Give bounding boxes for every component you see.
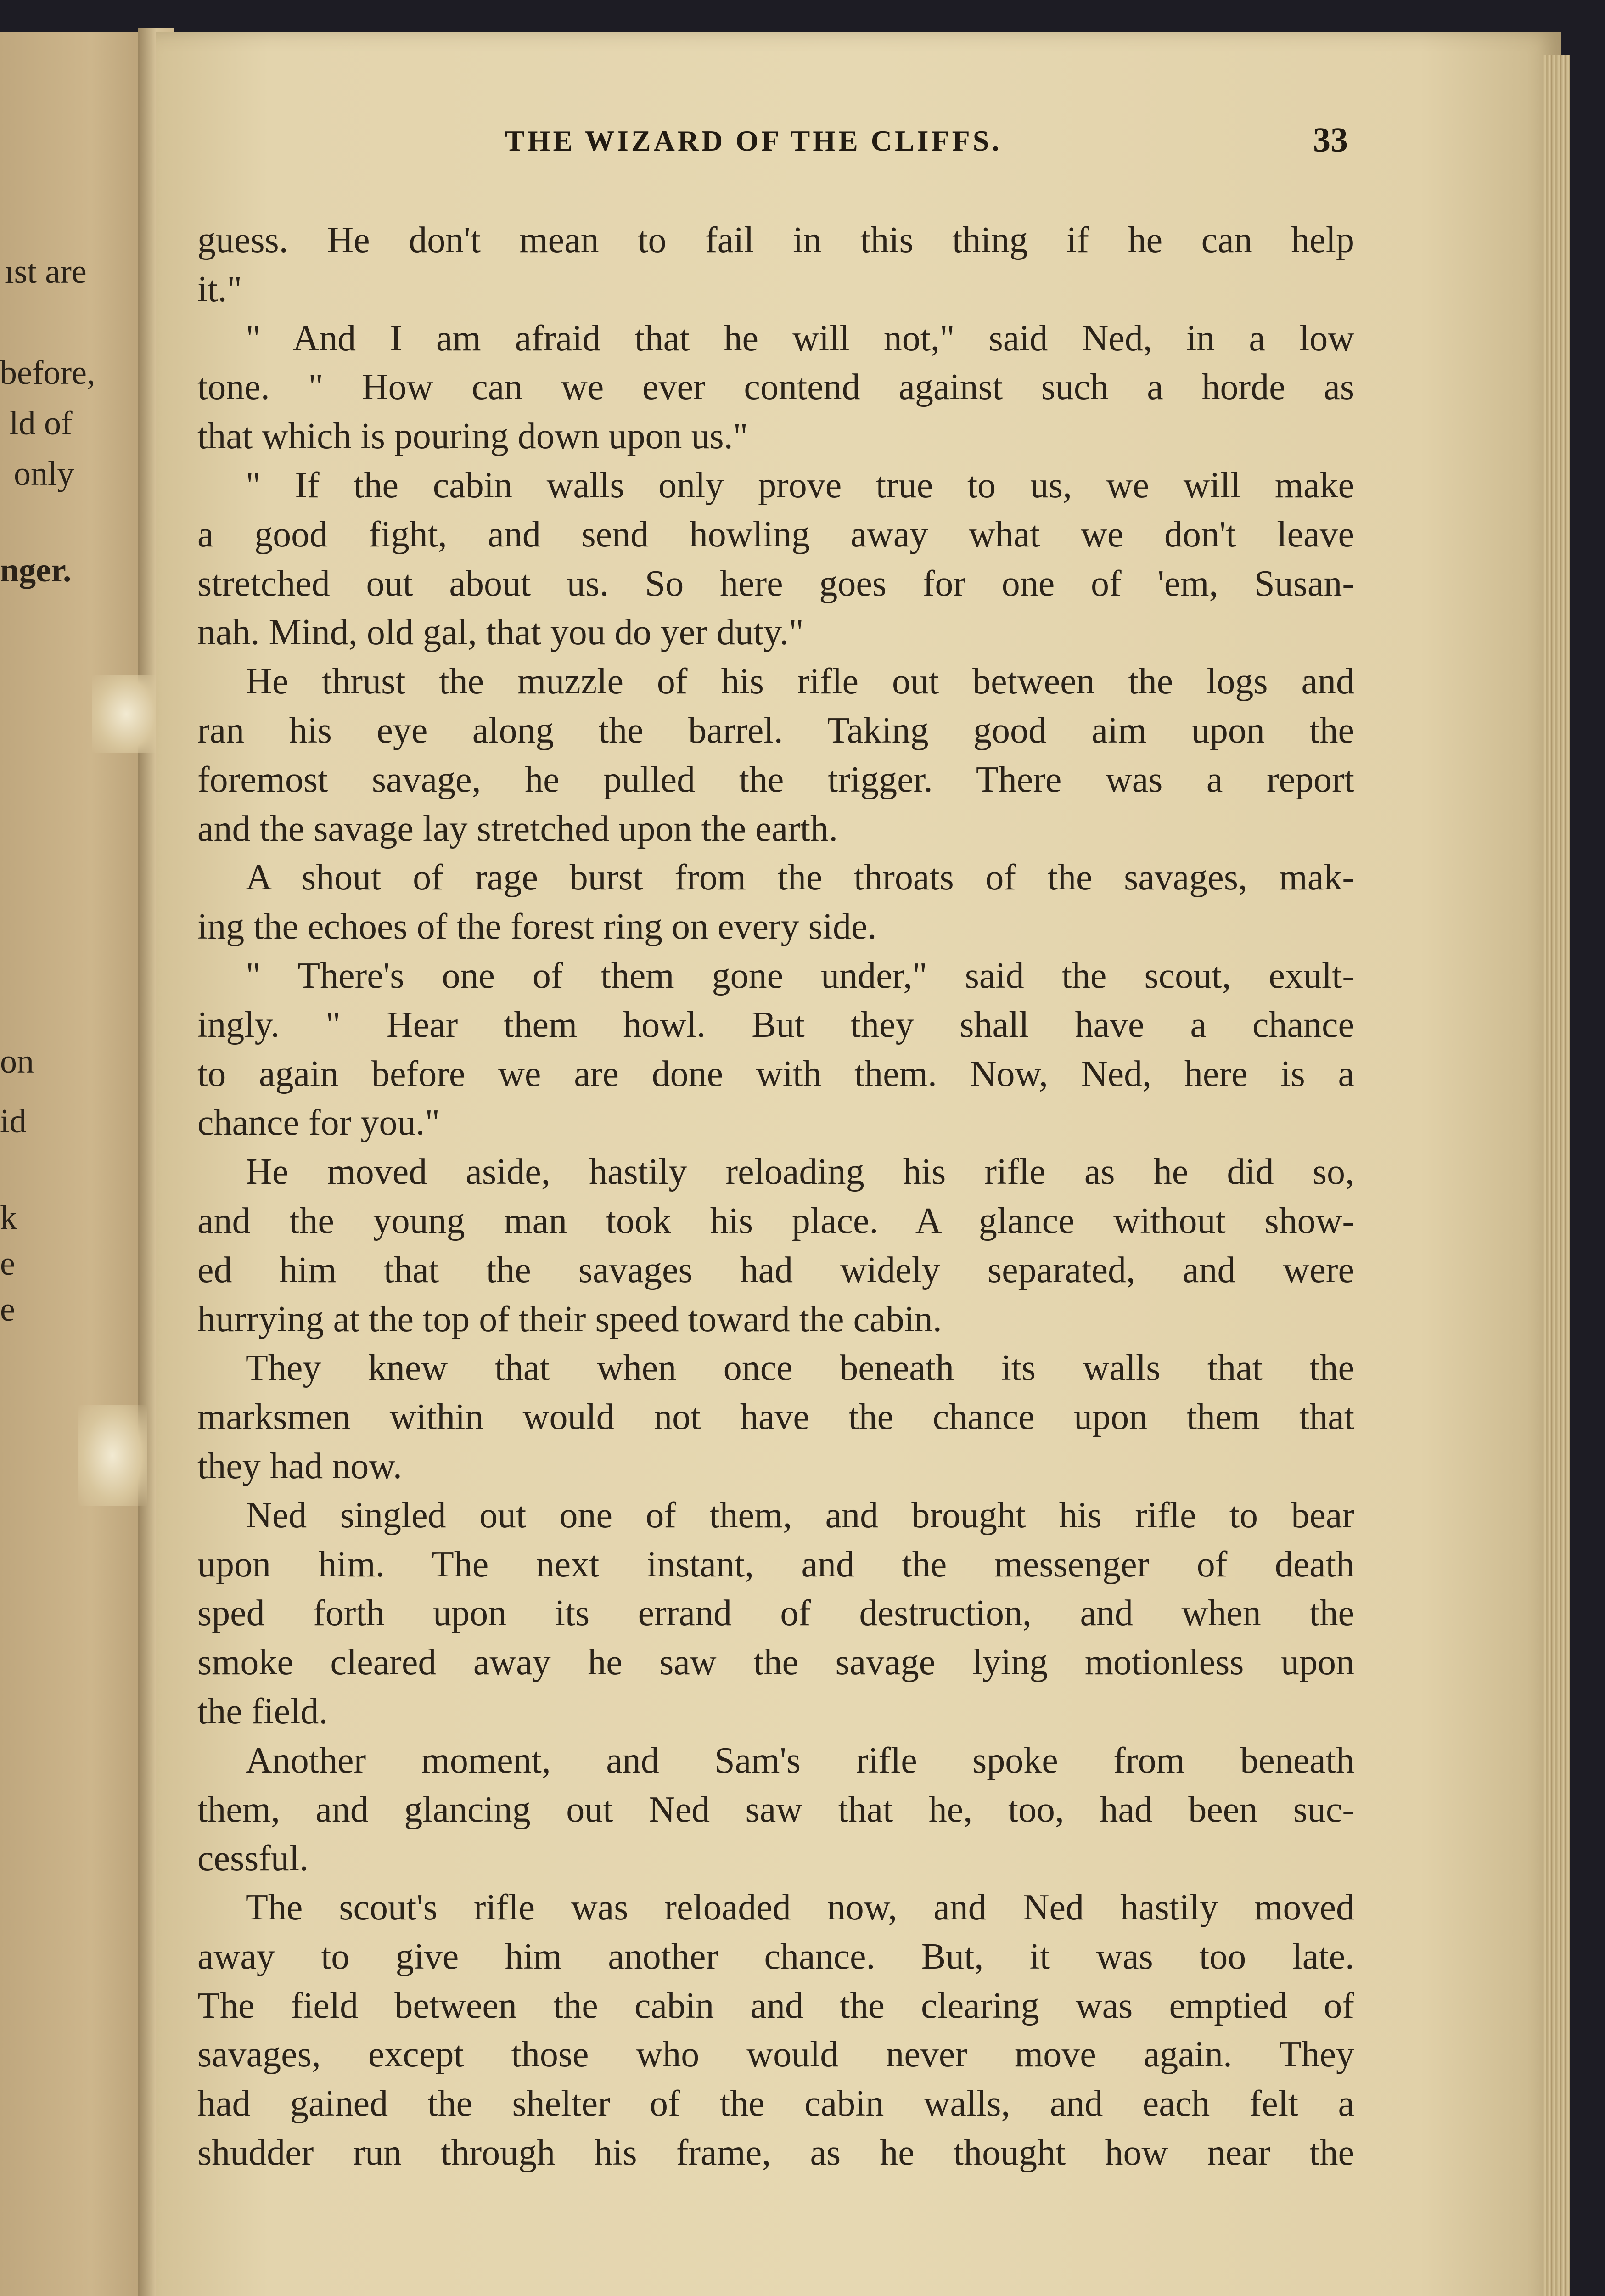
- left-page-fragment: ıst are: [5, 253, 87, 291]
- text-line: foremost savage, he pulled the trigger. There was a report: [197, 759, 1354, 800]
- left-page-fragment: only: [14, 455, 74, 493]
- paper-tear: [78, 1405, 147, 1506]
- text-line: shudder run through his frame, as he thought how near the: [197, 2133, 1354, 2173]
- paper-tear: [92, 675, 161, 753]
- text-line: ingly. " Hear them howl. But they shall have a chance: [197, 1004, 1354, 1045]
- text-line: had gained the shelter of the cabin walls, and each felt a: [197, 2083, 1354, 2124]
- text-line: it.": [197, 269, 242, 310]
- text-line: Ned singled out one of them, and brought his rifle to bear: [246, 1495, 1354, 1536]
- text-line: He moved aside, hastily reloading his rifle as he did so,: [246, 1152, 1354, 1193]
- left-page-fragment: k: [0, 1199, 17, 1237]
- page-number: 33: [1313, 121, 1348, 159]
- text-line: The field between the cabin and the clearing was emptied of: [197, 1985, 1354, 2026]
- text-line: and the young man took his place. A glance without show-: [197, 1200, 1354, 1241]
- text-line: They knew that when once beneath its walls that the: [246, 1348, 1354, 1389]
- left-page-fragment: ld of: [9, 405, 73, 442]
- text-line: The scout's rifle was reloaded now, and Ned hastily moved: [246, 1887, 1354, 1928]
- text-line: they had now.: [197, 1446, 402, 1486]
- text-line: them, and glancing out Ned saw that he, too, had been suc-: [197, 1789, 1354, 1830]
- text-line: cessful.: [197, 1838, 309, 1879]
- left-page-fragment: nger.: [0, 551, 72, 589]
- text-line: the field.: [197, 1691, 328, 1732]
- text-line: tone. " How can we ever contend against such a horde as: [197, 367, 1354, 408]
- text-line: and the savage lay stretched upon the earth.: [197, 808, 838, 849]
- text-line: ing the echoes of the forest ring on every side.: [197, 906, 877, 947]
- text-line: that which is pouring down upon us.": [197, 416, 748, 457]
- text-line: " If the cabin walls only prove true to us, we will make: [246, 465, 1354, 506]
- left-page-fragment: e: [0, 1291, 15, 1328]
- text-line: to again before we are done with them. Now, Ned, here is a: [197, 1053, 1354, 1094]
- text-line: " And I am afraid that he will not," said Ned, in a low: [246, 318, 1354, 359]
- text-line: smoke cleared away he saw the savage lying motionless upon: [197, 1642, 1354, 1683]
- running-head: THE WIZARD OF THE CLIFFS.: [505, 124, 1002, 157]
- text-line: Another moment, and Sam's rifle spoke from beneath: [246, 1740, 1354, 1781]
- text-line: away to give him another chance. But, it was too late.: [197, 1936, 1354, 1977]
- facing-page-edge: [0, 32, 152, 2296]
- text-line: nah. Mind, old gal, that you do yer duty.": [197, 612, 804, 653]
- text-line: chance for you.": [197, 1103, 440, 1143]
- left-page-fragment: e: [0, 1245, 15, 1283]
- text-line: A shout of rage burst from the throats of the savages, mak-: [246, 857, 1354, 898]
- text-line: sped forth upon its errand of destruction, and when the: [197, 1593, 1354, 1634]
- text-line: " There's one of them gone under," said the scout, exult-: [246, 955, 1354, 996]
- text-line: a good fight, and send howling away what we don't leave: [197, 514, 1354, 555]
- text-line: hurrying at the top of their speed toward the cabin.: [197, 1299, 942, 1339]
- page-stack-edge: [1543, 55, 1570, 2296]
- text-line: stretched out about us. So here goes for one of 'em, Susan-: [197, 563, 1354, 604]
- left-page-fragment: on: [0, 1043, 34, 1080]
- text-line: He thrust the muzzle of his rifle out between the logs and: [246, 661, 1354, 702]
- left-page-fragment: id: [0, 1103, 27, 1140]
- text-line: guess. He don't mean to fail in this thing if he can help: [197, 220, 1354, 260]
- text-line: upon him. The next instant, and the messenger of death: [197, 1544, 1354, 1585]
- text-line: marksmen within would not have the chance upon them that: [197, 1397, 1354, 1438]
- body-text: [197, 216, 1354, 2236]
- text-line: ran his eye along the barrel. Taking good aim upon the: [197, 710, 1354, 751]
- text-line: ed him that the savages had widely separated, and were: [197, 1249, 1354, 1290]
- left-page-fragment: before,: [0, 354, 95, 392]
- text-line: savages, except those who would never move again. They: [197, 2034, 1354, 2075]
